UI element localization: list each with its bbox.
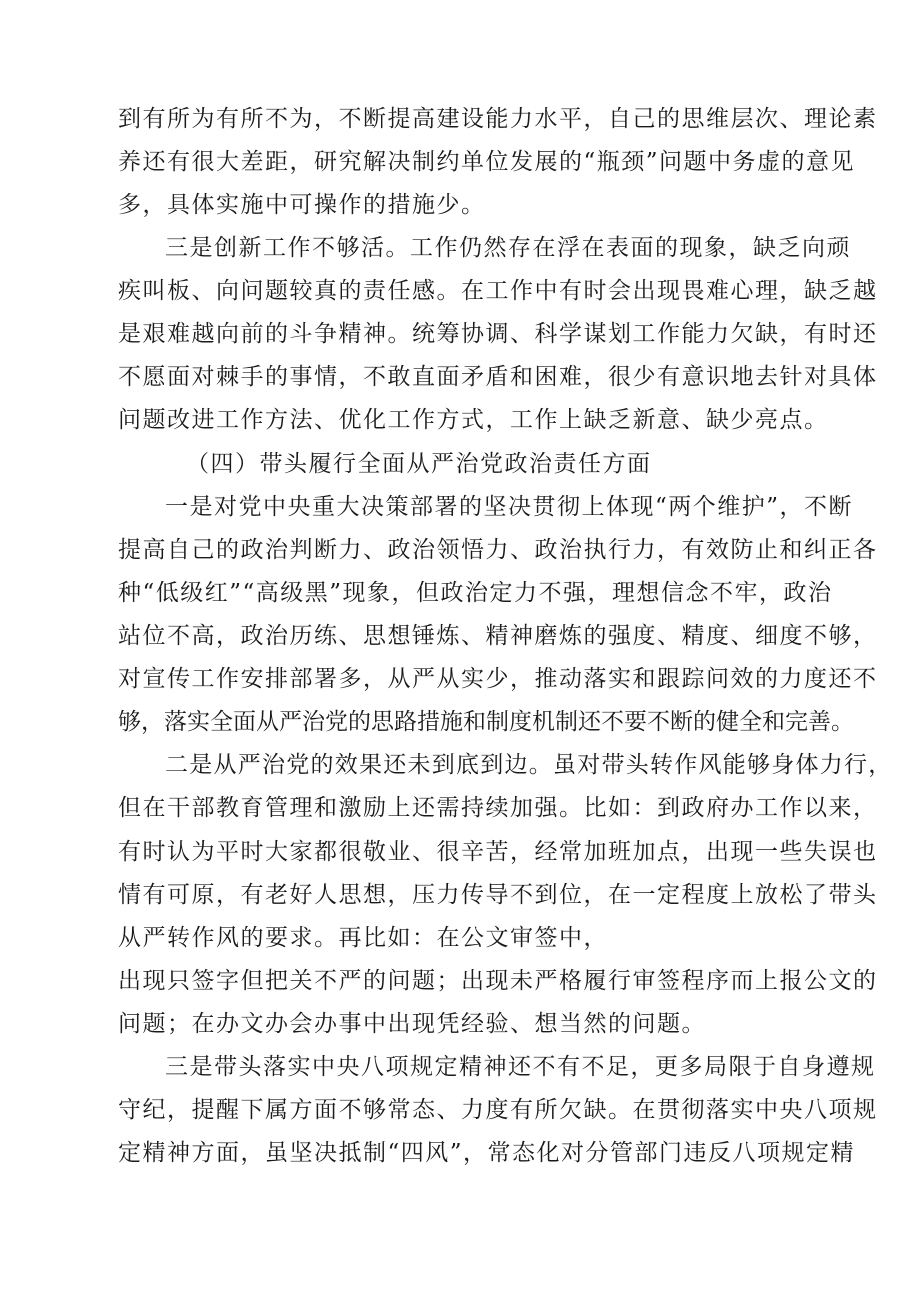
section-heading: （四）带头履行全面从严治党政治责任方面 [186,451,652,477]
paragraph-first-line: 三是带头落实中央八项规定精神还不有不足，更多局限于自身遵规 [165,1054,876,1080]
text-line: 不愿面对棘手的事情，不敢直面矛盾和困难，很少有意识地去针对具体 [118,364,878,390]
text-line: 定精神方面，虽坚决抵制“四风”，常态化对分管部门违反八项规定精 [118,1140,856,1166]
text-line: 是艰难越向前的斗争精神。统筹协调、科学谋划工作能力欠缺，有时还 [118,321,878,347]
text-line: 问题改进工作方法、优化工作方式，工作上缺乏新意、缺少亮点。 [118,407,829,433]
text-line: 但在干部教育管理和激励上还需持续加强。比如：到政府办工作以来， [118,795,878,821]
text-line: 从严转作风的要求。再比如：在公文审签中， [118,925,608,951]
text-line: 问题；在办文办会办事中出现凭经验、想当然的问题。 [118,1011,706,1037]
text-line: 站位不高，政治历练、思想锤炼、精神磨炼的强度、精度、细度不够， [118,623,878,649]
text-line: 有时认为平时大家都很敬业、很辛苦，经常加班加点，出现一些失误也 [118,839,878,865]
text-line: 守纪，提醒下属方面不够常态、力度有所欠缺。在贯彻落实中央八项规 [118,1097,878,1123]
text-line: 情有可原，有老好人思想，压力传导不到位，在一定程度上放松了带头 [118,882,878,908]
text-line: 多，具体实施中可操作的措施少。 [118,192,486,218]
paragraph-first-line: 一是对党中央重大决策部署的坚决贯彻上体现“两个维护”，不断 [165,494,854,520]
text-line: 够，落实全面从严治党的思路措施和制度机制还不要不断的健全和完善。 [118,709,854,735]
text-line: 出现只签字但把关不严的问题；出现未严格履行审签程序而上报公文的 [118,968,878,994]
text-line: 提高自己的政治判断力、政治领悟力、政治执行力，有效防止和纠正各 [118,537,878,563]
text-line: 种“低级红”“高级黑”现象，但政治定力不强，理想信念不牢，政治 [118,580,833,606]
paragraph-first-line: 三是创新工作不够活。工作仍然存在浮在表面的现象，缺乏向顽 [165,235,851,261]
text-line: 到有所为有所不为，不断提高建设能力水平，自己的思维层次、理论素 [118,106,878,132]
text-line: 养还有很大差距，研究解决制约单位发展的“瓶颈”问题中务虚的意见 [118,149,856,175]
paragraph-first-line: 二是从严治党的效果还未到底到边。虽对带头转作风能够身体力行， [165,752,893,778]
text-line: 疾叫板、向问题较真的责任感。在工作中有时会出现畏难心理，缺乏越 [118,278,878,304]
text-line: 对宣传工作安排部署多，从严从实少，推动落实和跟踪问效的力度还不 [118,666,878,692]
